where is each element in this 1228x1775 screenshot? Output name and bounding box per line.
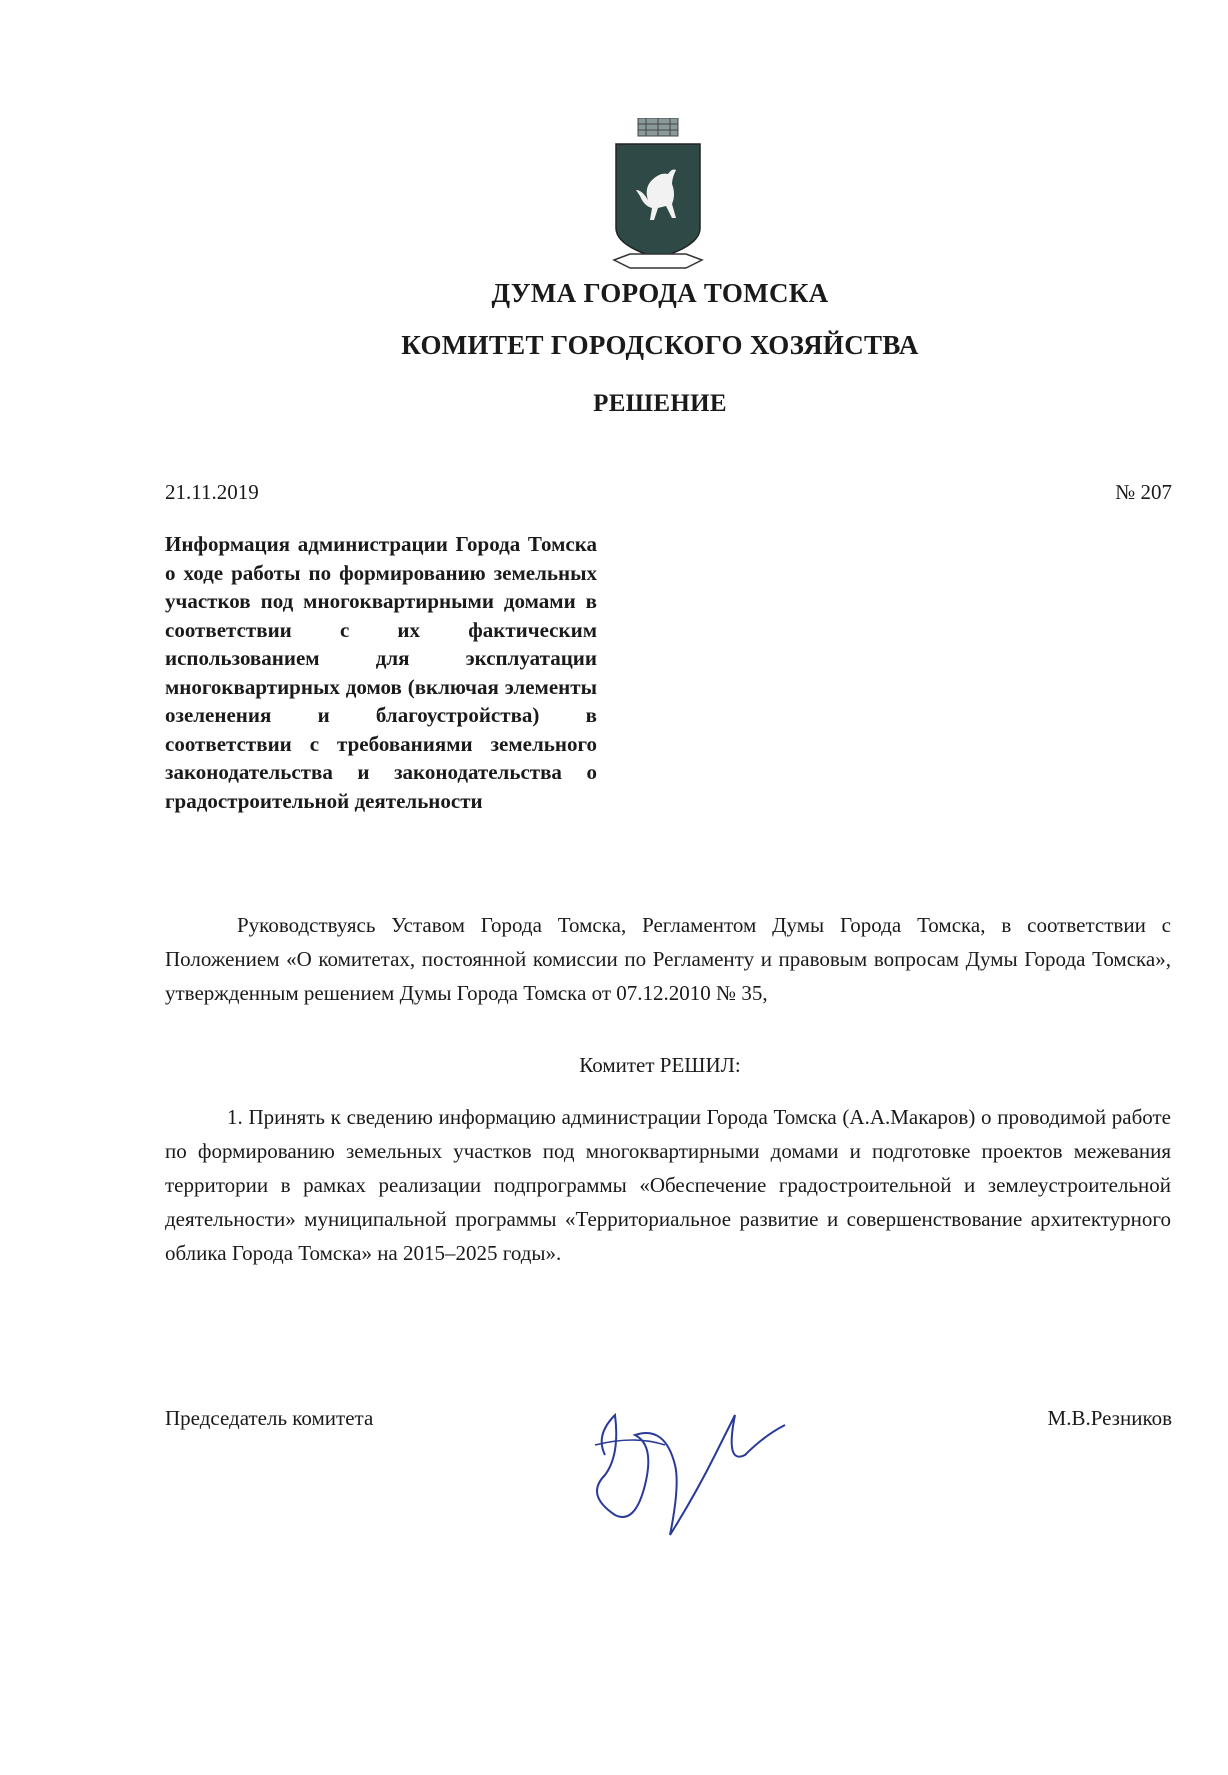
decision-heading: Комитет РЕШИЛ: <box>579 1053 741 1077</box>
decision-item-1: 1. Принять к сведению информацию администрации Города Томска (А.А.Макаров) о проводимой работе по формированию земельных участков под многоквартирными домами и подготовке проектов межевания территории в рамках реализации подпрограммы «Обеспечение градостроительной и землеустроительной деятельности» муниципальной программы «Территориальное развитие и совершенствование архитектурного облика Города Томска» на 2015–2025 годы». <box>165 1105 1171 1265</box>
document-type-title: РЕШЕНИЕ <box>593 390 727 417</box>
document-date: 21.11.2019 <box>165 480 259 504</box>
committee-title: КОМИТЕТ ГОРОДСКОГО ХОЗЯЙСТВА <box>401 330 919 360</box>
signatory-title: Председатель комитета <box>165 1406 374 1430</box>
organization-title: ДУМА ГОРОДА ТОМСКА <box>491 278 829 308</box>
signatory-name: М.В.Резников <box>1047 1406 1172 1430</box>
document-subject: Информация администрации Города Томска о ходе работы по формированию земельных участков под многоквартирными домами в соответствии с их фактическим использованием для эксплуатации многоквартирных домов (включая элементы озеленения и благоустройства) в соответствии с требованиями земельного законодательства и законодательства о градостроительной деятельности <box>165 532 597 813</box>
tomsk-coat-of-arms-icon <box>610 118 706 278</box>
document-number: № 207 <box>1115 480 1172 504</box>
preamble-paragraph: Руководствуясь Уставом Города Томска, Регламентом Думы Города Томска, в соответствии с Положением «О комитетах, постоянной комиссии по Регламенту и правовым вопросам Думы Города Томска», утвержденным решением Думы Города Томска от 07.12.2010 № 35, <box>165 913 1171 1005</box>
handwritten-signature-icon <box>575 1395 795 1545</box>
